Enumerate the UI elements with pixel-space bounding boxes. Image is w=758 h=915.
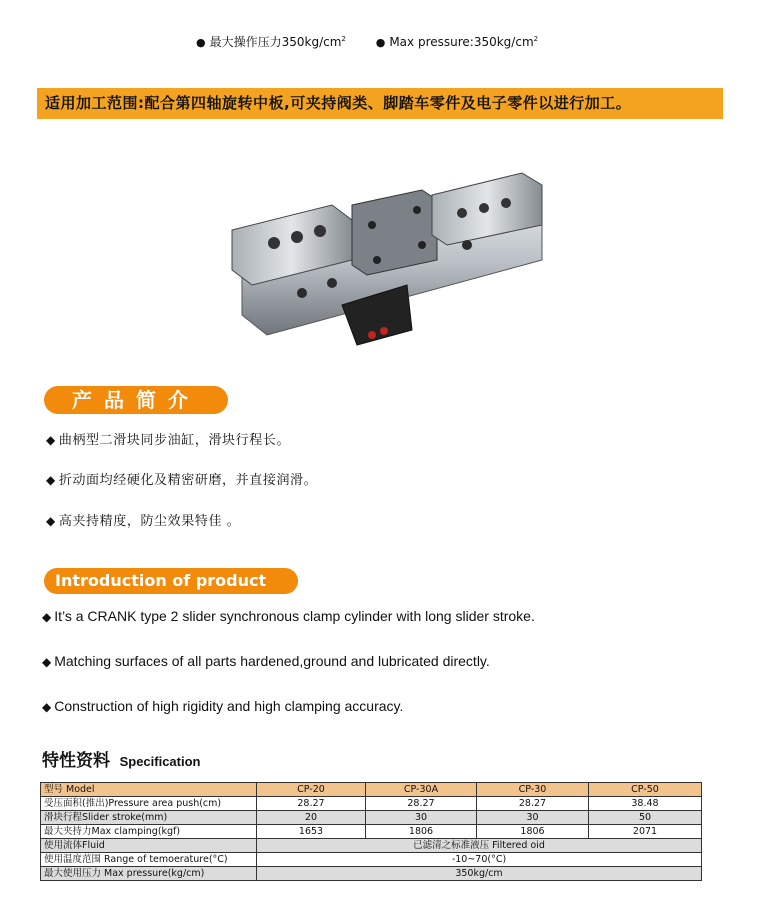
- diamond-icon: ◆: [46, 473, 56, 487]
- diamond-icon: ◆: [42, 610, 52, 624]
- table-cell: 30: [477, 811, 589, 825]
- table-row: [41, 811, 702, 825]
- model-cell: CP-30: [477, 783, 589, 797]
- row-label: 使用温度范围 Range of temoerature(°C): [41, 853, 257, 867]
- table-header-row: [41, 783, 702, 797]
- intro-cn-item: ◆ 高夹持精度，防尘效果特佳 。: [46, 514, 241, 529]
- scope-banner: 适用加工范围:配合第四轴旋转中板,可夹持阀类、脚踏车零件及电子零件以进行加工。: [37, 88, 723, 119]
- table-cell: 1806: [477, 825, 589, 839]
- table-cell: 350kg/cm: [257, 867, 702, 881]
- intro-en-item: ◆ Construction of high rigidity and high clamping accuracy.: [42, 698, 404, 714]
- row-label: 滑块行程Slider stroke(mm): [41, 811, 257, 825]
- table-cell: 28.27: [366, 797, 477, 811]
- product-image: [222, 165, 552, 360]
- model-cell: CP-30A: [366, 783, 477, 797]
- intro-en-item: ◆ Matching surfaces of all parts hardened,ground and lubricated directly.: [42, 653, 490, 669]
- spec-table: [40, 782, 702, 881]
- row-label: 最大使用压力 Max pressure(kg/cm): [41, 867, 257, 881]
- intro-en-item: ◆ It’s a CRANK type 2 slider synchronous clamp cylinder with long slider stroke.: [42, 608, 535, 624]
- table-row: [41, 825, 702, 839]
- table-cell: 20: [257, 811, 366, 825]
- pressure-en: ● Max $pressure:350kg/cm^2$: [375, 35, 539, 49]
- table-row: [41, 853, 702, 867]
- table-cell: 已滤清之标准液压 Filtered oid: [257, 839, 702, 853]
- table-cell: 28.27: [257, 797, 366, 811]
- bullet-icon: ●: [196, 36, 206, 49]
- table-cell: 2071: [589, 825, 702, 839]
- spec-title: 特性资料 Specification: [42, 751, 201, 771]
- intro-cn-title: 产品简介: [44, 386, 228, 414]
- table-cell: -10~70(°C): [257, 853, 702, 867]
- table-row: [41, 797, 702, 811]
- diamond-icon: ◆: [46, 433, 56, 447]
- table-cell: 28.27: [477, 797, 589, 811]
- diamond-icon: ◆: [42, 655, 52, 669]
- model-cell: CP-20: [257, 783, 366, 797]
- table-row: [41, 839, 702, 853]
- intro-en-title: Introduction of product: [44, 568, 298, 594]
- row-label: 受压面积(推出)Pressure area push(cm): [41, 797, 257, 811]
- table-cell: 30: [366, 811, 477, 825]
- table-cell: 50: [589, 811, 702, 825]
- diamond-icon: ◆: [42, 700, 52, 714]
- bullet-icon: ●: [375, 36, 386, 49]
- intro-cn-item: ◆ 折动面均经硬化及精密研磨，并直接润滑。: [46, 473, 318, 488]
- table-cell: 38.48: [589, 797, 702, 811]
- row-label: 使用流体Fluid: [41, 839, 257, 853]
- diamond-icon: ◆: [46, 514, 56, 528]
- row-label: 最大夹持力Max clamping(kgf): [41, 825, 257, 839]
- intro-cn-item: ◆ 曲柄型二滑块同步油缸，滑块行程长。: [46, 433, 291, 448]
- table-cell: 1806: [366, 825, 477, 839]
- pressure-cn: ● 最大操作压力$350kg/cm^2$: [196, 35, 346, 49]
- table-cell: 1653: [257, 825, 366, 839]
- pressure-line: [196, 33, 564, 50]
- table-row: [41, 867, 702, 881]
- model-cell: CP-50: [589, 783, 702, 797]
- header-label: 型号 Model: [41, 783, 257, 797]
